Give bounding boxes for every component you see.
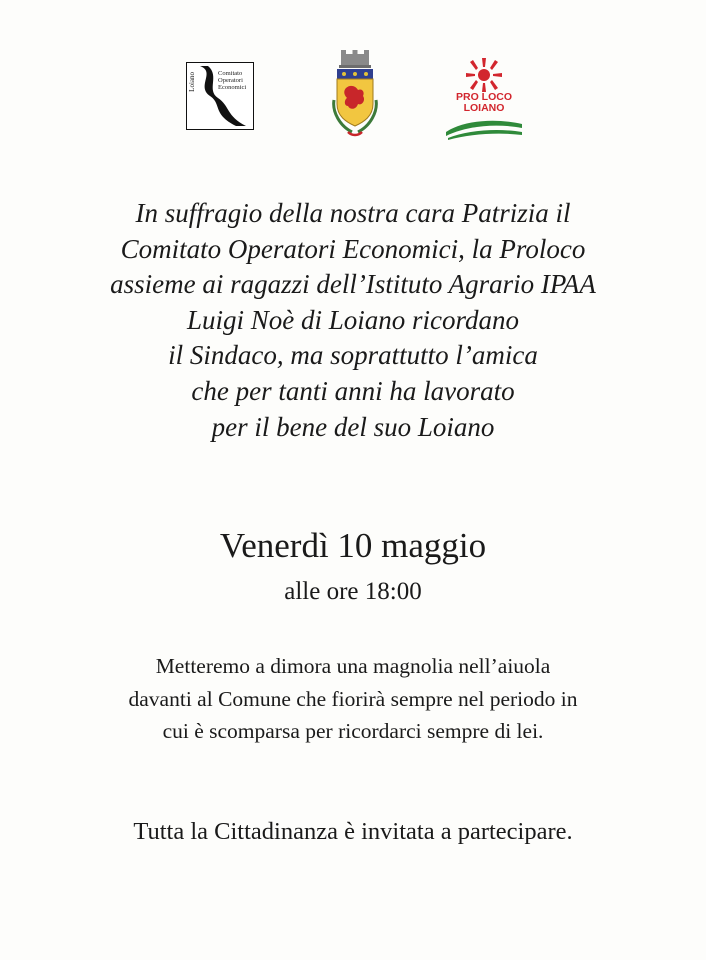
coat-of-arms-logo: [326, 48, 384, 144]
intro-line: che per tanti anni ha lavorato: [191, 375, 515, 406]
proloco-line1: PRO LOCO: [455, 91, 512, 103]
intro-line: assieme ai ragazzi dell’Istituto Agrario IPAA: [110, 269, 596, 300]
logo-row: [0, 44, 706, 144]
intro-line: Luigi Noè di Loiano ricordano: [186, 304, 520, 335]
hills-icon: [444, 114, 524, 140]
description-line: Metteremo a dimora una magnolia nell’aiuola: [155, 654, 551, 678]
comitato-caption-line: Economici: [218, 84, 247, 91]
comitato-caption-line: Comitato: [218, 70, 243, 77]
proloco-logo: [444, 58, 524, 138]
intro-line: In suffragio della nostra cara Patrizia il: [135, 198, 571, 228]
comitato-logo-vertical-text: Loiano: [188, 72, 196, 92]
event-time: alle ore 18:00: [284, 578, 422, 605]
coat-of-arms-icon: [326, 48, 384, 144]
comitato-logo-caption: [218, 70, 246, 91]
invitation-line: Tutta la Cittadinanza è invitata a partecipare.: [133, 818, 573, 845]
intro-line: il Sindaco, ma soprattutto l’amica: [168, 340, 538, 371]
sun-icon: [444, 58, 524, 92]
proloco-line2: LOIANO: [463, 102, 505, 114]
intro-line: Comitato Operatori Economici, la Proloco: [120, 233, 586, 264]
description-line: cui è scomparsa per ricordarci sempre di lei.: [162, 719, 544, 743]
comitato-caption-line: Operatori: [218, 77, 243, 84]
event-description: [40, 650, 666, 748]
event-date: Venerdì 10 maggio: [219, 526, 487, 565]
intro-paragraph: [40, 196, 666, 445]
intro-line: per il bene del suo Loiano: [211, 411, 495, 442]
comitato-logo: [186, 62, 254, 130]
description-line: davanti al Comune che fiorirà sempre nel periodo in: [128, 686, 578, 711]
